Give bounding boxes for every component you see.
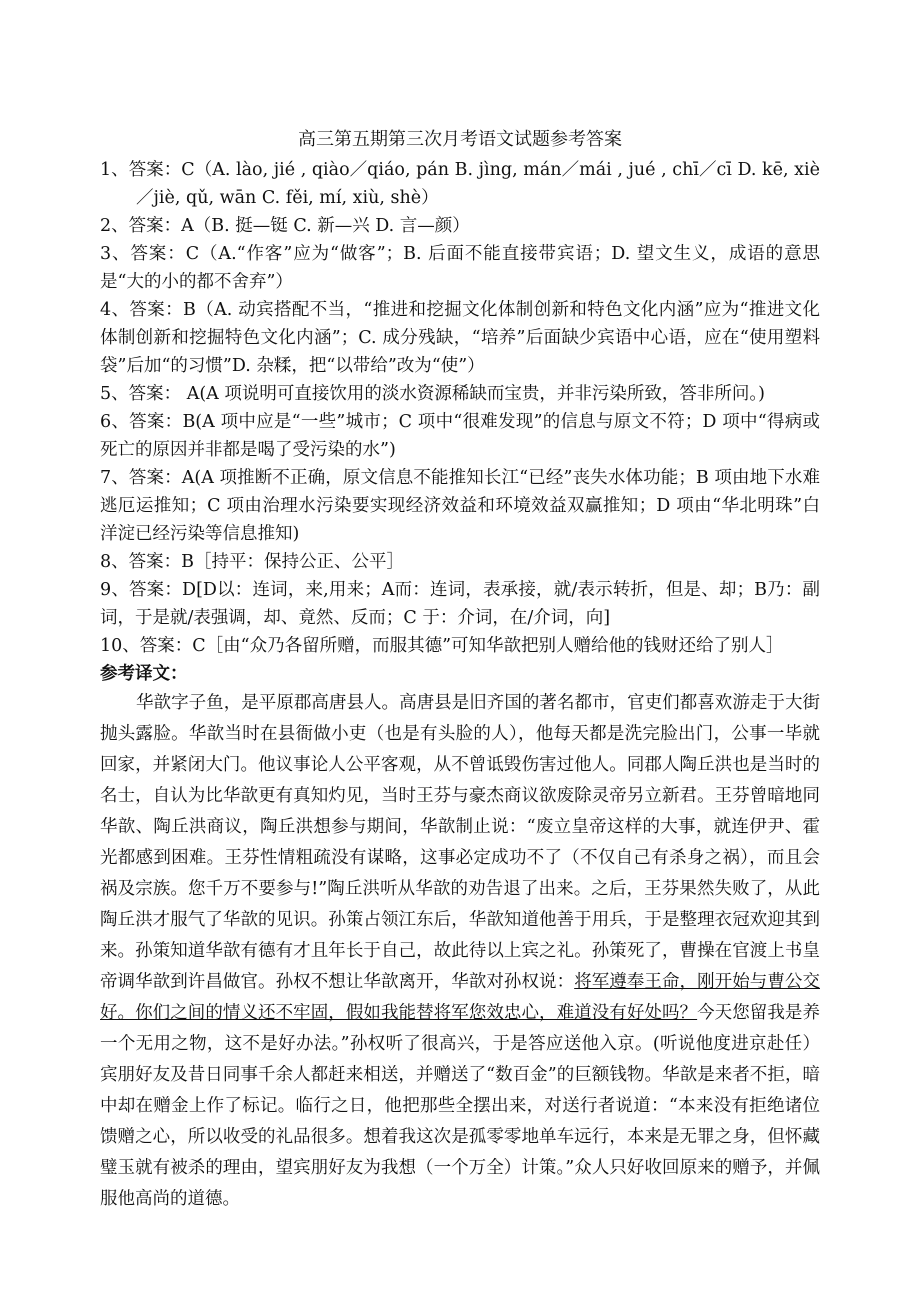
answer-item-5: 5、答案： A(A 项说明可直接饮用的淡水资源稀缺而宝贵，并非污染所致，答非所问。) bbox=[100, 384, 765, 404]
translation-text-part-2: 今天您留我是养一个无用之物，这不是好办法。”孙权听了很高兴，于是答应送他入京。(听说他度进京赴任）宾朋好友及昔日同事千余人都赶来相送，并赠送了“数百金”的巨额钱物。华歆是来者不拒，暗中却在赠金上作了标记。临行之日，他把那些全摆出来，对送行者说道：“本来没有拒绝诸位馈赠之心，所以收受的礼品很多。想着我这次是孤零零地单车远行，本来是无罪之身，但怀藏璧玉就有被杀的理由，望宾朋好友为我想（一个万全）计策。”众人只好收回原来的赠予，并佩服他高尚的道德。 bbox=[100, 1003, 820, 1209]
translation-paragraph bbox=[100, 688, 820, 1215]
answer-item-6: 6、答案：B(A 项中应是“一些”城市；C 项中“很难发现”的信息与原文不符；D 项中“得病或死亡的原因并非都是喝了受污染的水”) bbox=[100, 412, 820, 460]
answer-item-3: 3、答案：C（A.“作客”应为“做客”；B. 后面不能直接带宾语；D. 望文生义，成语的意思是“大的小的都不舍弃”） bbox=[100, 244, 820, 292]
underlined-sentence: 将军遵奉王命，刚开始与曹公交好。你们之间的情义还不牢固，假如我能替将军您效忠心，难道没有好处吗？ bbox=[100, 972, 820, 1023]
translation-text-part-1: 华歆字子鱼，是平原郡高唐县人。高唐县是旧齐国的著名都市，官吏们都喜欢游走于大街抛头露脸。华歆当时在县衙做小吏（也是有头脸的人），他每天都是洗完脸出门，公事一毕就回家，并紧闭大门。他议事论人公平客观，从不曾诋毁伤害过他人。同郡人陶丘洪也是当时的名士，自认为比华歆更有真知灼见，当时王芬与豪杰商议欲废除灵帝另立新君。王芬曾暗地同华歆、陶丘洪商议，陶丘洪想参与期间，华歆制止说：“废立皇帝这样的大事，就连伊尹、霍光都感到困难。王芬性情粗疏没有谋略，这事必定成功不了（不仅自己有杀身之祸），而且会祸及宗族。您千万不要参与!”陶丘洪听从华歆的劝告退了出来。之后，王芬果然失败了，从此陶丘洪才服气了华歆的见识。孙策占领江东后，华歆知道他善于用兵，于是整理衣冠欢迎其到来。孙策知道华歆有德有才且年长于自己，故此待以上宾之礼。孙策死了，曹操在官渡上书皇帝调华歆到许昌做官。孙权不想让华歆离开，华歆对孙权说： bbox=[100, 693, 820, 992]
translation-heading: 参考译文： bbox=[100, 664, 188, 684]
answer-sheet bbox=[100, 126, 820, 1215]
answer-item-7: 7、答案：A(A 项推断不正确，原文信息不能推知长江“已经”丧失水体功能；B 项由地下水难逃厄运推知；C 项由治理水污染要实现经济效益和环境效益双赢推知；D 项由“华北明珠”白洋淀已经污染等信息推知) bbox=[100, 468, 820, 544]
answer-item-4: 4、答案：B（A. 动宾搭配不当，“推进和挖掘文化体制创新和特色文化内涵”应为“推进文化体制创新和挖掘特色文化内涵”；C. 成分残缺，“培养”后面缺少宾语中心语，应在“使用塑料袋”后加“的习惯”D. 杂糅，把“以带给”改为“使”） bbox=[100, 300, 820, 376]
answer-item-10: 10、答案：C［由“众乃各留所赠，而服其德”可知华歆把别人赠给他的钱财还给了别人］ bbox=[100, 636, 784, 656]
answer-item-2: 2、答案：A（B. 挺—铤 C. 新—兴 D. 言—颜） bbox=[100, 216, 470, 236]
answer-item-9: 9、答案：D[D以：连词，来,用来；A而：连词，表承接，就/表示转折，但是、却；B乃：副词，于是就/表强调，却、竟然、反而；C 于：介词，在/介词，向] bbox=[100, 580, 820, 628]
answer-item-1: 1、答案：C（A. lào, jié , qiào／qiáo, pán B. jìng, mán／mái , jué , chī／cī D. kē, xiè／jiè, qǔ, wān C. fěi, mí, xiù, shè） bbox=[100, 160, 820, 208]
page-title: 高三第五期第三次月考语文试题参考答案 bbox=[298, 129, 622, 150]
answer-item-8: 8、答案：B［持平：保持公正、公平］ bbox=[100, 552, 404, 572]
